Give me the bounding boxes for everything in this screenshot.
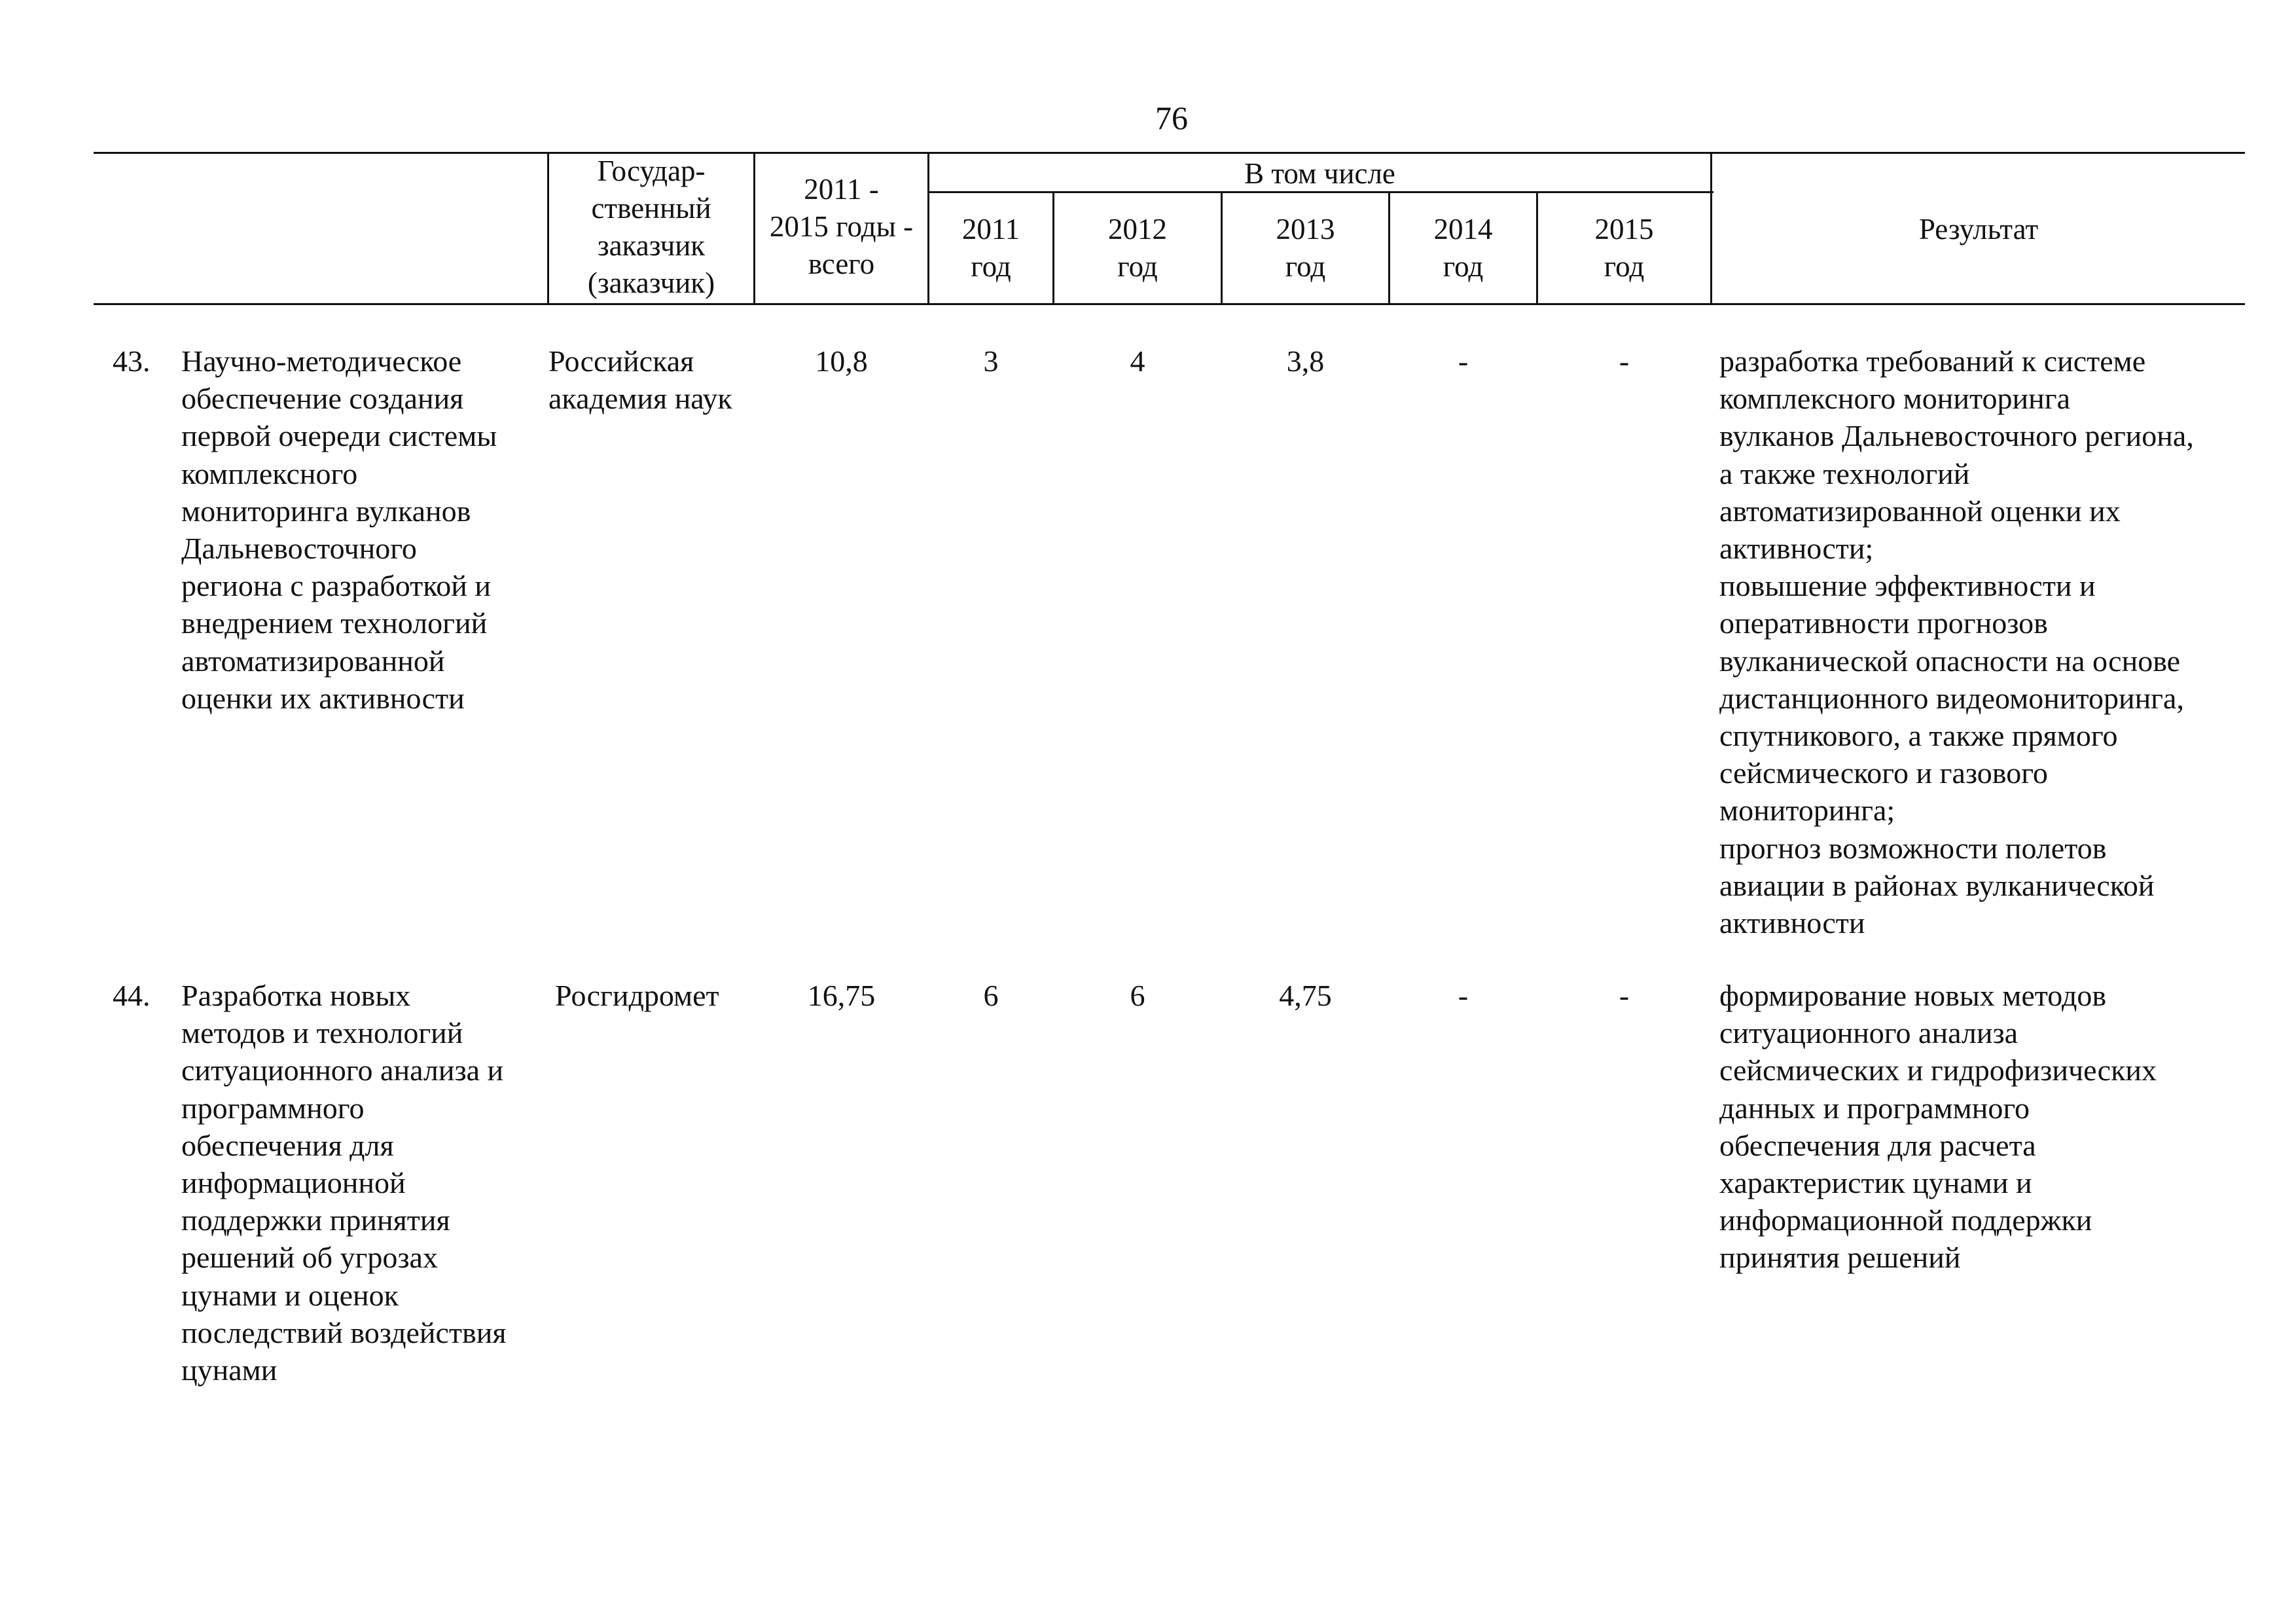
header-year-2014: 2014 год: [1433, 213, 1493, 283]
header-year-2015: 2015 год: [1594, 213, 1654, 283]
row-year-2015: -: [1619, 979, 1630, 1012]
header-top-border: [94, 152, 2245, 154]
row-year-2014: -: [1458, 344, 1469, 378]
header-result: Результат: [1918, 213, 2039, 246]
row-result: формирование новых методов ситуационного анализа сейсмических и гидрофизических данных и программного обеспечения для расчета характеристик цунами и информационной поддержки принятия решений: [1719, 979, 2157, 1275]
row-result: разработка требований к системе комплексного мониторинга вулканов Дальневосточного региона, а также технологий автоматизированной оценки их активности; повышение эффективности и оперативности прогнозов вулканической опасности на основе дистанционного видеомониторинга, спутникового, а также прямого сейсмического и газового мониторинга; прогноз возможности полетов авиации в районах вулканической активности: [1719, 344, 2194, 940]
row-year-2011: 3: [983, 344, 999, 378]
row-number: 44.: [113, 979, 151, 1012]
page-number: 76: [1155, 100, 1188, 136]
header-year-2012: 2012 год: [1108, 213, 1167, 283]
row-year-2013: 4,75: [1279, 979, 1332, 1012]
row-customer: Российская академия наук: [548, 344, 732, 416]
row-year-2011: 6: [983, 979, 999, 1012]
header-including: В том числе: [1244, 157, 1395, 190]
header-year-2013: 2013 год: [1276, 213, 1335, 283]
row-name: Разработка новых методов и технологий ситуационного анализа и программного обеспечения для информационной поддержки принятия решений об угрозах цунами и оценок последствий воздействия цунами: [181, 979, 507, 1387]
row-number: 43.: [113, 344, 151, 378]
header-total: 2011 - 2015 годы - всего: [769, 173, 914, 280]
row-year-2015: -: [1619, 344, 1630, 378]
row-year-2012: 6: [1130, 979, 1145, 1012]
row-customer: Росгидромет: [555, 979, 719, 1012]
row-year-2013: 3,8: [1286, 344, 1325, 378]
row-year-2014: -: [1458, 979, 1469, 1012]
row-year-2012: 4: [1130, 344, 1145, 378]
row-total: 10,8: [815, 344, 868, 378]
header-bottom-border: [94, 303, 2245, 305]
header-customer: Государ- ственный заказчик (заказчик): [587, 155, 715, 299]
header-year-2011: 2011 год: [961, 213, 1020, 283]
row-name: Научно-методическое обеспечение создания первой очереди системы комплексного мониторинга вулканов Дальневосточного региона с разработкой и внедрением технологий автоматизированной оценки их активности: [181, 344, 497, 715]
row-total: 16,75: [807, 979, 876, 1012]
